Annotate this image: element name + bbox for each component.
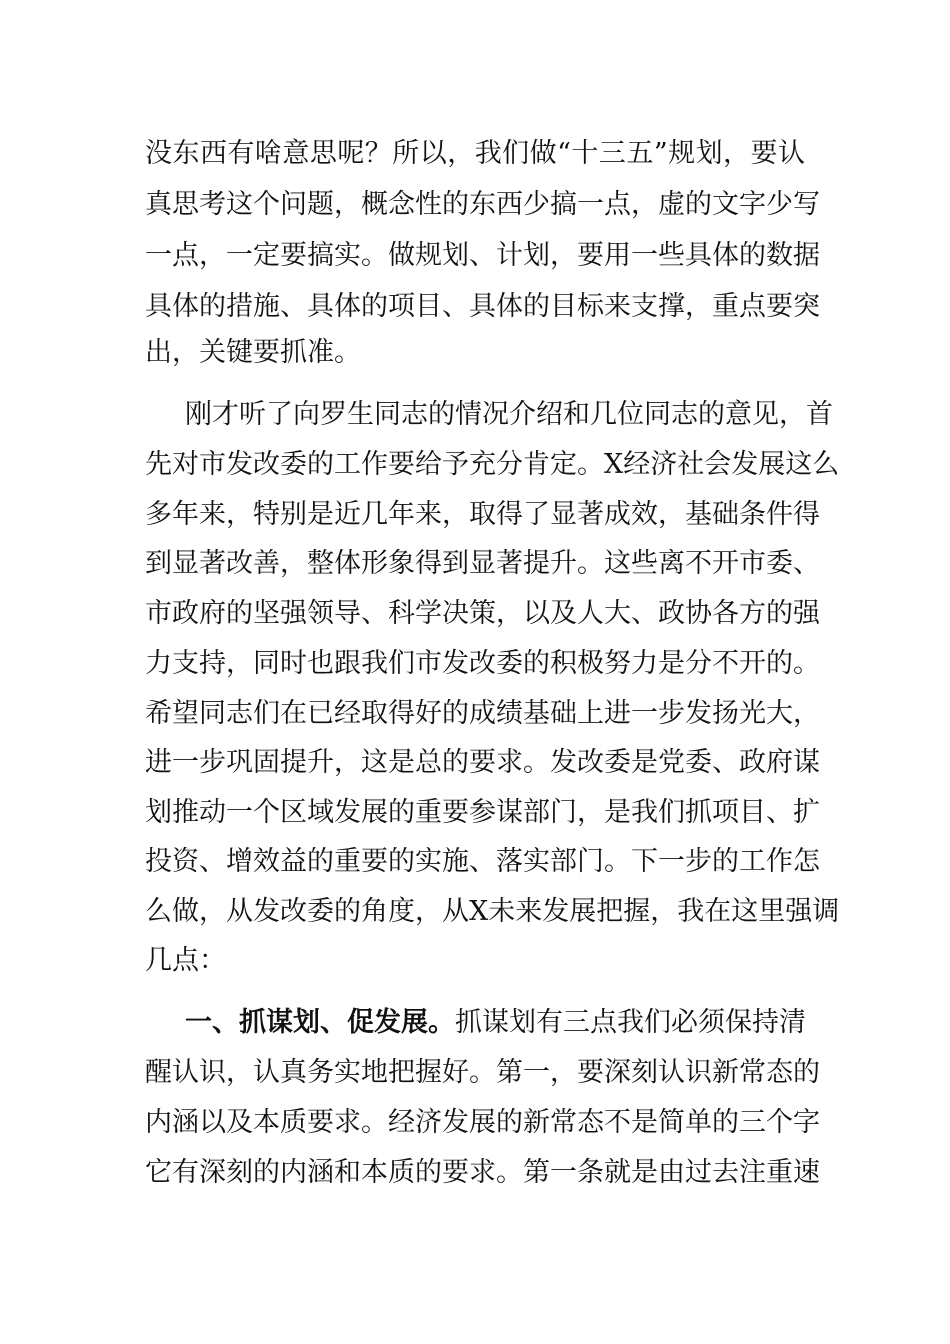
paragraph-1-line-5: 出，关键要抓准。 xyxy=(145,337,361,368)
paragraph-2-line-2: 先对市发改委的工作要给予充分肯定。X经济社会发展这么 xyxy=(145,449,840,480)
paragraph-3-line-1-text: 抓谋划有三点我们必须保持清 xyxy=(455,1007,806,1038)
paragraph-2-line-5: 市政府的坚强领导、科学决策，以及人大、政协各方的强 xyxy=(145,598,820,629)
paragraph-2-line-6: 力支持，同时也跟我们市发改委的积极努力是分不开的。 xyxy=(145,648,820,679)
paragraph-1-line-4: 具体的措施、具体的项目、具体的目标来支撑，重点要突 xyxy=(145,291,820,322)
paragraph-2-line-11: 么做，从发改委的角度，从X未来发展把握，我在这里强调 xyxy=(145,896,840,927)
paragraph-3-line-4: 它有深刻的内涵和本质的要求。第一条就是由过去注重速 xyxy=(145,1157,820,1188)
paragraph-2-line-8: 进一步巩固提升，这是总的要求。发改委是党委、政府谋 xyxy=(145,747,820,778)
paragraph-2-line-10: 投资、增效益的重要的实施、落实部门。下一步的工作怎 xyxy=(145,846,820,877)
paragraph-3-line-2: 醒认识，认真务实地把握好。第一，要深刻认识新常态的 xyxy=(145,1057,820,1088)
paragraph-2-line-7: 希望同志们在已经取得好的成绩基础上进一步发扬光大， xyxy=(145,698,820,729)
paragraph-1-line-1: 没东西有啥意思呢？所以，我们做“十三五”规划，要认 xyxy=(145,138,805,169)
paragraph-2-line-12: 几点： xyxy=(145,945,226,976)
paragraph-1-line-3: 一点，一定要搞实。做规划、计划，要用一些具体的数据 xyxy=(145,240,820,271)
paragraph-3-line-1 xyxy=(185,997,805,1049)
section-heading: 一、抓谋划、促发展。 xyxy=(185,1007,455,1038)
paragraph-3-line-3: 内涵以及本质要求。经济发展的新常态不是简单的三个字 xyxy=(145,1107,820,1138)
paragraph-2-line-3: 多年来，特别是近几年来，取得了显著成效，基础条件得 xyxy=(145,499,820,530)
paragraph-2-line-1: 刚才听了向罗生同志的情况介绍和几位同志的意见，首 xyxy=(185,399,833,430)
paragraph-1-line-2: 真思考这个问题，概念性的东西少搞一点，虚的文字少写 xyxy=(145,189,820,220)
paragraph-2-line-4: 到显著改善，整体形象得到显著提升。这些离不开市委、 xyxy=(145,548,820,579)
paragraph-2-line-9: 划推动一个区域发展的重要参谋部门，是我们抓项目、扩 xyxy=(145,797,820,828)
